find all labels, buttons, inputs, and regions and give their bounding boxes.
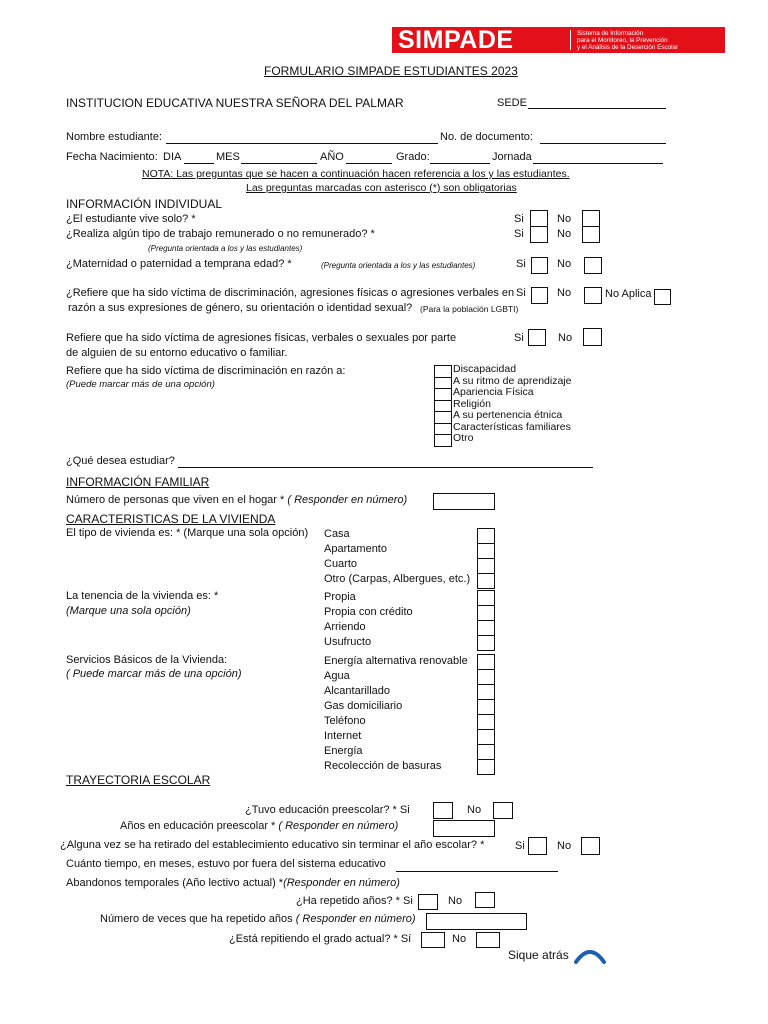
day-field[interactable] <box>184 163 214 164</box>
no-label: No <box>452 933 467 945</box>
service-option: Energía <box>324 745 363 757</box>
type-option: Casa <box>324 528 350 540</box>
q-study: ¿Qué desea estudiar? <box>66 455 175 467</box>
q-people-text: Número de personas que viven en el hogar * <box>66 494 285 506</box>
family-heading: INFORMACIÓN FAMILIAR <box>66 475 210 489</box>
alone-yes-checkbox[interactable] <box>530 210 548 227</box>
repeating-no-checkbox[interactable] <box>476 932 500 948</box>
name-field[interactable] <box>166 143 438 144</box>
logo-sub-line: y el Análisis de la Deserción Escolar <box>577 43 679 51</box>
q-reason-note: (Puede marcar más de una opción) <box>66 379 215 390</box>
q-discrim-note: (Para la población LGBTI) <box>420 304 519 314</box>
yes-label: Si <box>514 228 524 240</box>
parent-yes-checkbox[interactable] <box>531 257 548 274</box>
housing-option-checkbox[interactable] <box>477 573 495 589</box>
work-yes-checkbox[interactable] <box>530 226 548 243</box>
no-label: No <box>557 287 572 299</box>
logo-sub-line: para el Monitoreo, la Prevención <box>577 36 668 44</box>
no-label: No <box>558 332 573 344</box>
parent-no-checkbox[interactable] <box>584 257 602 274</box>
service-option: Alcantarillado <box>324 685 391 697</box>
q-work: ¿Realiza algún tipo de trabajo remunerado o no remunerado? * <box>66 228 375 240</box>
q-time-out: Cuánto tiempo, en meses, estuvo por fuera del sistema educativo <box>66 858 386 870</box>
housing-option-checkbox[interactable] <box>477 714 495 730</box>
time-out-field[interactable] <box>396 871 558 872</box>
grade-field[interactable] <box>430 163 490 164</box>
housing-option-checkbox[interactable] <box>477 543 495 559</box>
reason-label: Apariencia Física <box>453 386 534 398</box>
aggression-no-checkbox[interactable] <box>583 328 602 346</box>
people-count-field[interactable] <box>433 493 495 510</box>
not-apply-label: No Aplica <box>605 288 652 300</box>
q-temporary <box>66 877 400 889</box>
yes-label: Si <box>515 840 525 852</box>
q-preschool-years <box>120 820 398 832</box>
year-label: AÑO <box>320 151 344 163</box>
answer-number-note: ( Responder en número) <box>295 913 416 925</box>
type-options <box>324 527 470 587</box>
tenure-label: La tenencia de la vivienda es: * <box>66 590 219 602</box>
logo-subtitle <box>577 30 678 51</box>
q-preschool-years-text: Años en educación preescolar * <box>120 820 276 832</box>
q-withdrawn: ¿Alguna vez se ha retirado del establecimiento educativo sin terminar el año escolar? * <box>60 839 485 851</box>
reason-label: Otro <box>453 432 474 444</box>
year-field[interactable] <box>346 163 392 164</box>
logo-separator <box>570 30 571 50</box>
no-label: No <box>467 804 482 816</box>
housing-heading: CARACTERISTICAS DE LA VIVIENDA <box>66 512 276 526</box>
doc-field[interactable] <box>540 143 666 144</box>
withdrawn-no-checkbox[interactable] <box>581 837 600 855</box>
type-option: Apartamento <box>324 543 387 555</box>
service-option: Teléfono <box>324 715 366 727</box>
repeated-yes-checkbox[interactable] <box>418 894 438 910</box>
service-option: Gas domiciliario <box>324 700 403 712</box>
grade-label: Grado: <box>396 151 430 163</box>
q-temporary-text: Abandonos temporales (Año lectivo actual) * <box>66 877 284 889</box>
q-preschool: ¿Tuvo educación preescolar? * Si <box>245 804 410 816</box>
q-people-note: ( Responder en número) <box>287 494 408 506</box>
service-option: Internet <box>324 730 362 742</box>
no-label: No <box>448 895 463 907</box>
housing-option-checkbox[interactable] <box>477 654 495 670</box>
alone-no-checkbox[interactable] <box>582 210 600 227</box>
discrim-na-checkbox[interactable] <box>654 289 671 305</box>
housing-option-checkbox[interactable] <box>477 744 495 760</box>
type-option: Otro (Carpas, Albergues, etc.) <box>324 573 471 585</box>
answer-number-note: (Responder en número) <box>283 877 400 889</box>
month-field[interactable] <box>241 163 317 164</box>
reason-label: Discapacidad <box>453 363 517 375</box>
reason-label: A su ritmo de aprendizaje <box>453 374 572 387</box>
q-reason: Refiere que ha sido víctima de discriminación en razón a: <box>66 365 346 377</box>
note-line-1: NOTA: Las preguntas que se hacen a continuación hacen referencia a los y las estudiantes. <box>142 168 570 180</box>
q-people <box>66 494 407 506</box>
logo-word: SIMPADE <box>398 25 514 54</box>
housing-option-checkbox[interactable] <box>477 605 495 621</box>
yes-label: Si <box>514 213 524 225</box>
services-note: ( Puede marcar más de una opción) <box>66 668 242 680</box>
services-label: Servicios Básicos de la Vivienda: <box>66 654 228 666</box>
no-label: No <box>557 228 572 240</box>
name-label: Nombre estudiante: <box>66 131 162 143</box>
q-repeat-times <box>100 913 416 925</box>
reason-label: Características familiares <box>453 420 571 433</box>
q-parent: ¿Maternidad o paternidad a temprana edad? * <box>66 258 292 270</box>
study-field[interactable] <box>178 467 593 468</box>
housing-option-checkbox[interactable] <box>477 590 495 606</box>
q-repeated: ¿Ha repetido años? * Si <box>296 895 413 907</box>
no-label: No <box>557 840 572 852</box>
preschool-no-checkbox[interactable] <box>493 802 513 819</box>
q-parent-note: (Pregunta orientada a los y las estudiantes) <box>321 261 476 270</box>
simpade-logo <box>392 27 725 53</box>
repeated-no-checkbox[interactable] <box>475 892 495 908</box>
answer-number-note: ( Responder en número) <box>278 820 399 832</box>
housing-option-checkbox[interactable] <box>477 699 495 715</box>
housing-option-checkbox[interactable] <box>477 620 495 636</box>
repeat-times-field[interactable] <box>426 913 527 930</box>
preschool-yes-checkbox[interactable] <box>433 802 453 819</box>
tenure-option: Arriendo <box>324 621 366 633</box>
sede-label: SEDE <box>497 97 527 109</box>
continue-back-label: Sique atrás <box>508 948 569 962</box>
shift-label: Jornada <box>492 151 532 163</box>
repeating-yes-checkbox[interactable] <box>421 932 445 948</box>
discrim-yes-checkbox[interactable] <box>531 287 548 304</box>
reason-label: A su pertenencia étnica <box>453 409 563 421</box>
service-option: Recolección de basuras <box>324 760 442 772</box>
tenure-option: Propia <box>324 591 356 603</box>
institution-name: INSTITUCION EDUCATIVA NUESTRA SEÑORA DEL PALMAR <box>66 96 404 110</box>
curved-arrow-icon <box>572 944 608 964</box>
type-label: El tipo de vivienda es: * (Marque una sola opción) <box>66 527 309 539</box>
housing-option-checkbox[interactable] <box>477 669 495 685</box>
school-heading: TRAYECTORIA ESCOLAR <box>66 773 211 787</box>
q-work-note: (Pregunta orientada a los y las estudiantes) <box>148 244 303 253</box>
day-label: DIA <box>163 151 182 163</box>
discrim-no-checkbox[interactable] <box>584 287 602 304</box>
type-option: Cuarto <box>324 558 358 570</box>
q-discrim-line-1: ¿Refiere que ha sido víctima de discriminación, agresiones físicas o agresiones verbales en <box>66 287 515 299</box>
housing-option-checkbox[interactable] <box>477 729 495 745</box>
withdrawn-yes-checkbox[interactable] <box>528 837 547 855</box>
services-options <box>324 654 468 774</box>
housing-option-checkbox[interactable] <box>477 558 495 574</box>
no-label: No <box>557 213 572 225</box>
shift-field[interactable] <box>533 163 663 164</box>
sede-field[interactable] <box>528 108 666 109</box>
preschool-years-field[interactable] <box>433 820 495 837</box>
q-repeat-times-text: Número de veces que ha repetido años <box>100 913 293 925</box>
tenure-option: Propia con crédito <box>324 606 413 618</box>
birth-label: Fecha Nacimiento: <box>66 151 158 163</box>
housing-option-checkbox[interactable] <box>477 635 495 651</box>
housing-option-checkbox[interactable] <box>477 759 495 775</box>
form-title: FORMULARIO SIMPADE ESTUDIANTES 2023 <box>264 64 518 78</box>
yes-label: Si <box>516 258 526 270</box>
service-option: Agua <box>324 670 350 682</box>
tenure-option: Usufructo <box>324 636 372 648</box>
q-repeating: ¿Está repitiendo el grado actual? * Sí <box>229 933 412 945</box>
aggression-yes-checkbox[interactable] <box>528 329 546 346</box>
logo-sub-line: Sistema de Información <box>577 29 644 37</box>
note-line-2: Las preguntas marcadas con asterisco (*) son obligatorias <box>246 182 517 194</box>
month-label: MES <box>216 151 240 163</box>
individual-heading: INFORMACIÓN INDIVIDUAL <box>66 197 223 211</box>
doc-label: No. de documento: <box>440 131 533 143</box>
q-discrim-line-2: razón a sus expresiones de género, su orientación o identidad sexual? <box>68 302 413 314</box>
q-aggression-line-1: Refiere que ha sido víctima de agresiones físicas, verbales o sexuales por parte <box>66 332 457 344</box>
yes-label: Si <box>516 287 526 299</box>
q-alone: ¿El estudiante vive solo? * <box>66 213 196 225</box>
yes-label: Si <box>514 332 524 344</box>
housing-option-checkbox[interactable] <box>477 684 495 700</box>
service-option: Energía alternativa renovable <box>324 655 468 667</box>
reason-checkbox[interactable] <box>434 434 452 447</box>
work-no-checkbox[interactable] <box>582 226 600 243</box>
reason-label: Religión <box>453 397 491 410</box>
housing-option-checkbox[interactable] <box>477 528 495 544</box>
q-aggression-line-2: de alguien de su entorno educativo o familiar. <box>66 347 288 359</box>
tenure-note: (Marque una sola opción) <box>66 605 191 617</box>
tenure-options <box>324 590 413 650</box>
no-label: No <box>557 258 572 270</box>
